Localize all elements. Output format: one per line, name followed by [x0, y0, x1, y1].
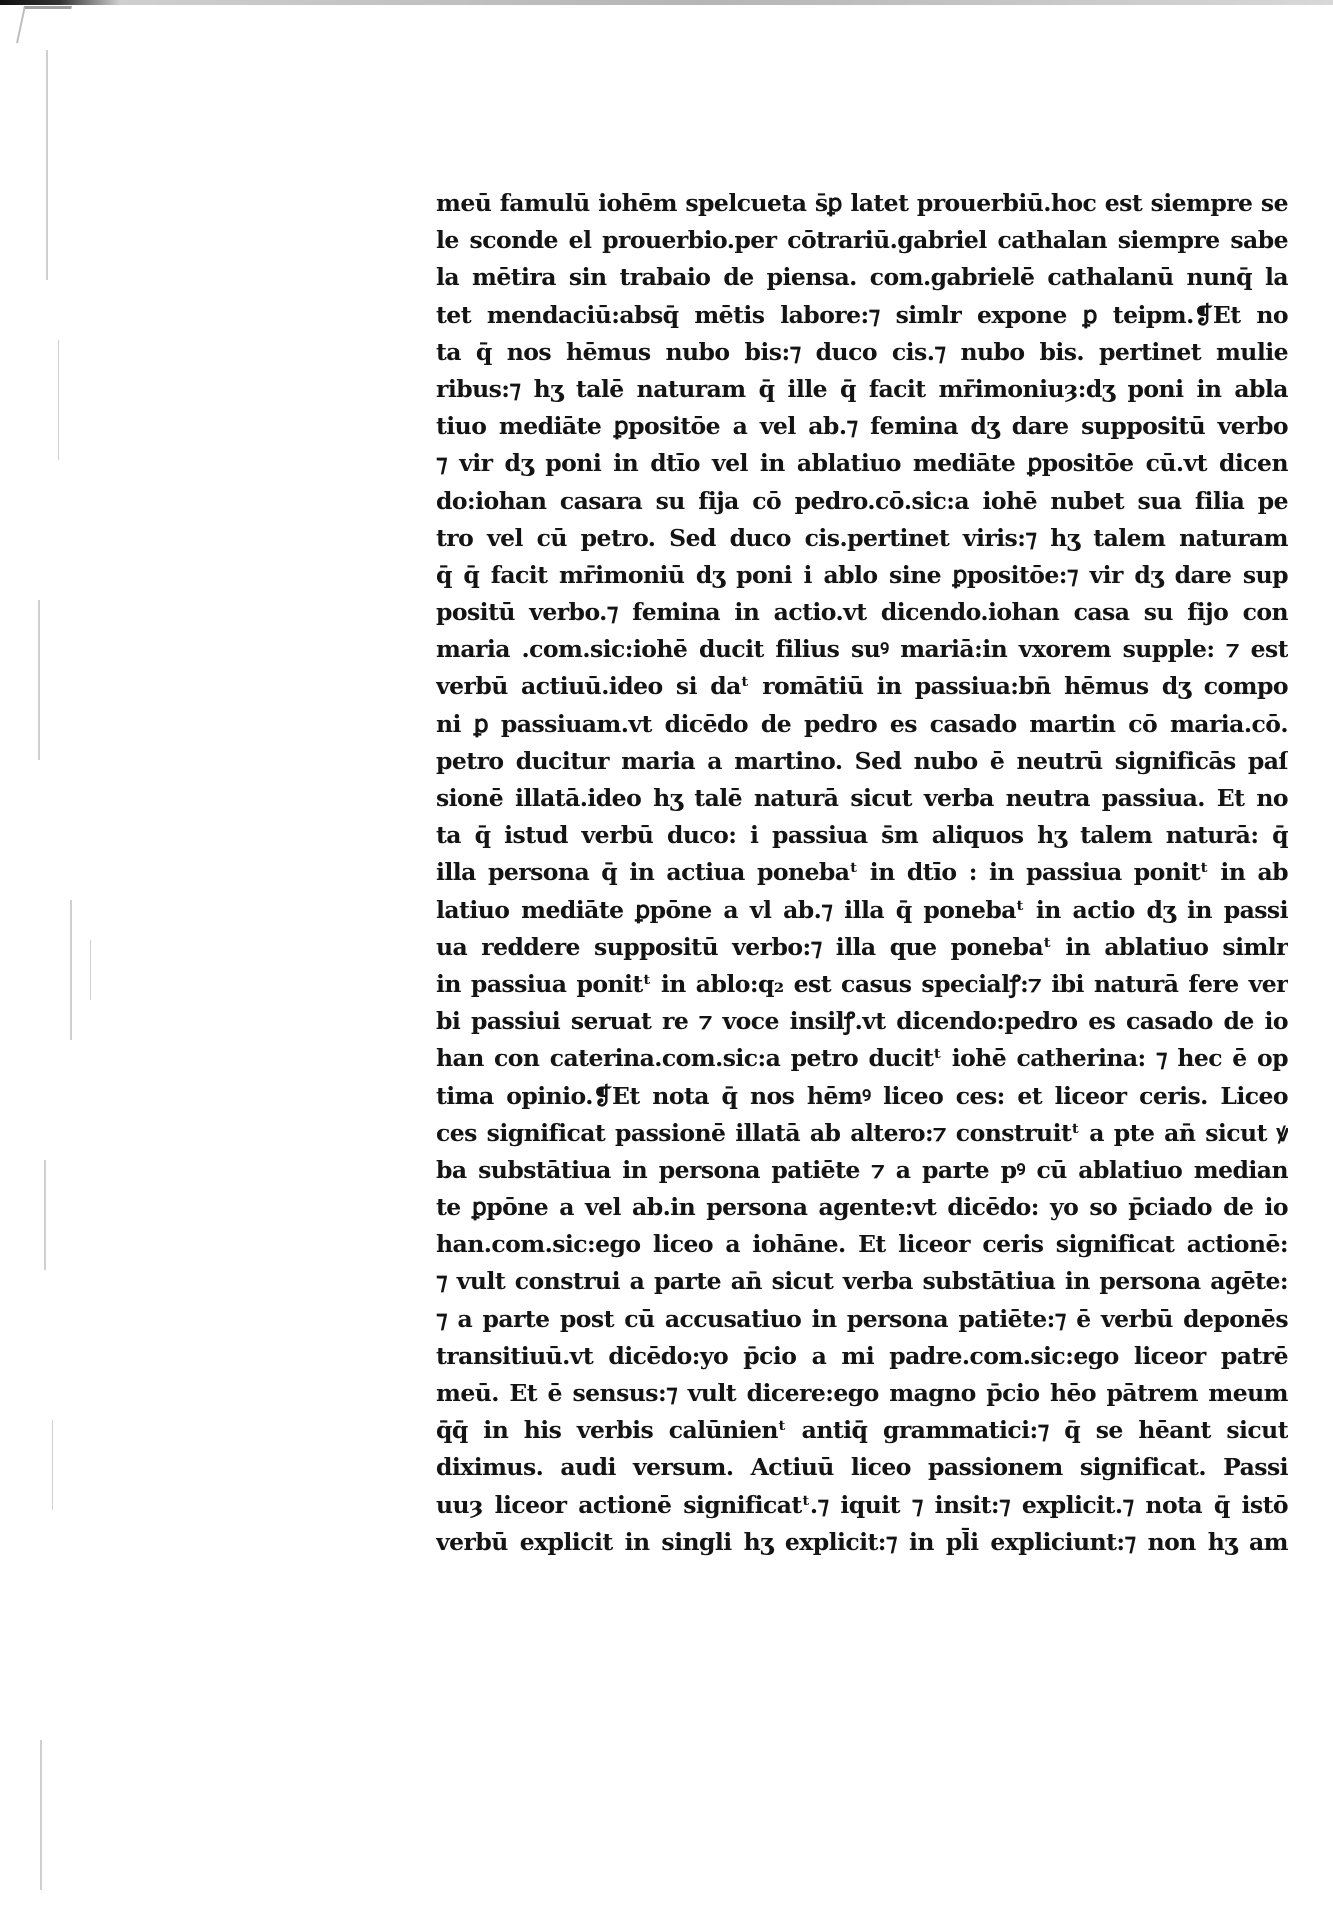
text-line: latiuo mediāte ꝑpōne a vl ab.⁊ illa q̄ ponebaᵗ in actio dʒ in passi: [436, 895, 1288, 924]
text-line: ua reddere suppositū verbo:⁊ illa que ponebaᵗ in ablatiuo simlr: [436, 932, 1288, 961]
text-line: ⁊ a parte post cū accusatiuo in persona patiēte:⁊ ē verbū deponēs: [436, 1304, 1288, 1333]
text-line: tet mendaciū:absq̄ mētis labore:⁊ simlr expone ꝑ teipm.❡Et no: [436, 300, 1288, 329]
text-line: in passiua ponitᵗ in ablo:q₂ est casus specialꝭ:⁊ ibi naturā fere ver: [436, 969, 1288, 998]
text-line: illa persona q̄ in actiua ponebaᵗ in dtīo : in passiua ponitᵗ in ab: [436, 858, 1288, 887]
left-gutter-shadow: [0, 40, 110, 1926]
text-line: ni ꝑ passiuam.vt dicēdo de pedro es casado martin cō maria.cō.: [436, 709, 1288, 738]
text-line: verbū explicit in singli hʒ explicit:⁊ in pl̄i expliciunt:⁊ non hʒ am: [436, 1527, 1288, 1556]
text-line: sionē illatā.ideo hʒ talē naturā sicut verba neutra passiua. Et no: [436, 784, 1288, 812]
text-line: le sconde el prouerbio.per cōtrariū.gabriel cathalan siempre sabe: [436, 226, 1288, 255]
text-line: ta q̄ nos hēmus nubo bis:⁊ duco cis.⁊ nubo bis. pertinet mulie: [436, 337, 1288, 366]
text-line: positū verbo.⁊ femina in actio.vt dicendo.iohan casa su fijo con: [436, 598, 1288, 627]
text-line: petro ducitur maria a martino. Sed nubo ē neutrū significās paſ: [436, 746, 1288, 775]
page-top-edge: [0, 0, 1333, 5]
text-line: meū. Et ē sensus:⁊ vult dicere:ego magno p̄cio hēo pātrem meum: [436, 1379, 1288, 1407]
text-line: ba substātiua in persona patiēte ⁊ a parte pꝰ cū ablatiuo median: [436, 1155, 1288, 1184]
text-line: transitiuū.vt dicēdo:yo p̄cio a mi padre.com.sic:ego liceor patrē: [436, 1341, 1288, 1370]
text-line: ces significat passionē illatā ab altero:⁊ construitᵗ a pte an̄ sicut ꝟ: [436, 1118, 1288, 1147]
text-line: tiuo mediāte ꝑpositōe a vel ab.⁊ femina dʒ dare suppositū verbo: [436, 412, 1288, 441]
page-text-block: [436, 185, 1288, 1561]
text-line: bi passiui seruat re ⁊ voce insilꝭ.vt dicendo:pedro es casado de io: [436, 1007, 1288, 1036]
text-line: do:iohan casara su fija cō pedro.cō.sic:a iohē nubet sua filia pe: [436, 486, 1288, 515]
text-line: maria .com.sic:iohē ducit filius suꝰ mariā:in vxorem supple: ⁊ est: [436, 635, 1288, 664]
text-line: verbū actiuū.ideo si daᵗ romātiū in passiua:bn̄ hēmus dʒ compo: [436, 672, 1288, 701]
text-line: meū famulū iohēm spelcueta s̄ꝑ latet prouerbiū.hoc est siempre se: [436, 189, 1288, 217]
corner-scan-mark: [16, 6, 72, 43]
text-line: ta q̄ istud verbū duco: i passiua s̄m aliquos hʒ talem naturā: q̄: [436, 821, 1288, 850]
text-line: tro vel cū petro. Sed duco cis.pertinet viris:⁊ hʒ talem naturam: [436, 523, 1288, 552]
text-line: ⁊ vir dʒ poni in dtīo vel in ablatiuo mediāte ꝑpositōe cū.vt dicen: [436, 449, 1288, 478]
text-line: tima opinio.❡Et nota q̄ nos hēmꝰ liceo ces: et liceor ceris. Liceo: [436, 1081, 1288, 1110]
text-line: q̄q̄ in his verbis calūnienᵗ antiq̄ grammatici:⁊ q̄ se hēant sicut: [436, 1416, 1288, 1445]
text-line: q̄ q̄ facit mr̄imoniū dʒ poni i ablo sine ꝑpositōe:⁊ vir dʒ dare sup: [436, 560, 1288, 589]
text-line: han con caterina.com.sic:a petro ducitᵗ iohē catherina: ⁊ hec ē op: [436, 1044, 1288, 1073]
text-line: ribus:⁊ hʒ talē naturam q̄ ille q̄ facit mr̄imoniuȝ:dʒ poni in abla: [436, 374, 1288, 403]
text-line: diximus. audi versum. Actiuū liceo passionem significat. Passi: [436, 1453, 1288, 1482]
text-line: la mētira sin trabaio de piensa. com.gabrielē cathalanū nunq̄ la: [436, 263, 1288, 292]
text-line: han.com.sic:ego liceo a iohāne. Et liceor ceris significat actionē:: [436, 1230, 1288, 1259]
text-line: te ꝑpōne a vel ab.in persona agente:vt dicēdo: yo so p̄ciado de io: [436, 1193, 1288, 1222]
text-line: uuȝ liceor actionē significatᵗ.⁊ iquit ⁊ insit:⁊ explicit.⁊ nota q̄ istō: [436, 1490, 1288, 1519]
text-line: ⁊ vult construi a parte an̄ sicut verba substātiua in persona agēte:: [436, 1267, 1288, 1296]
